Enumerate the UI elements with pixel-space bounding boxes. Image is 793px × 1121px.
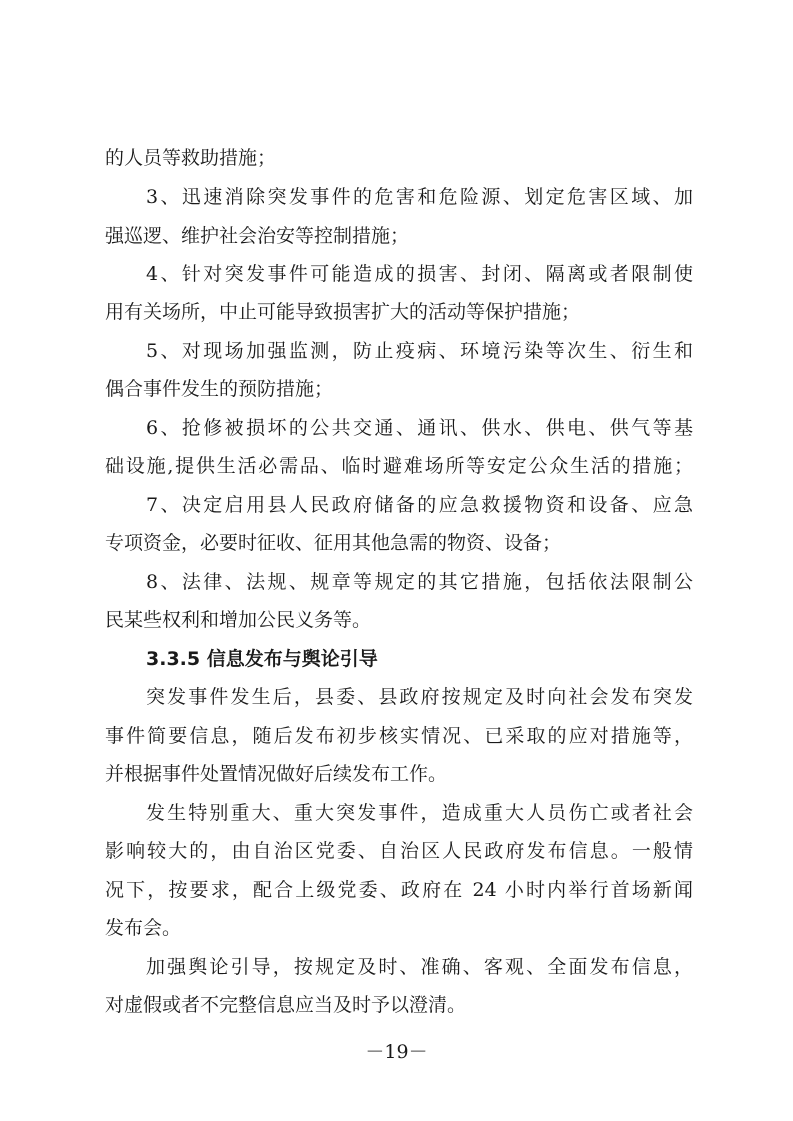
paragraph-line: 强巡逻、维护社会治安等控制措施； bbox=[105, 225, 410, 247]
paragraph-line: 5、对现场加强监测，防止疫病、环境污染等次生、衍生和 bbox=[146, 340, 693, 362]
paragraph-line: 7、决定启用县人民政府储备的应急救援物资和设备、应急 bbox=[146, 494, 693, 516]
paragraph-line: 加强舆论引导，按规定及时、准确、客观、全面发布信息， bbox=[146, 956, 693, 978]
paragraph-line: 影响较大的，由自治区党委、自治区人民政府发布信息。一般情 bbox=[105, 840, 693, 862]
paragraph-line: 8、法律、法规、规章等规定的其它措施，包括依法限制公 bbox=[146, 571, 693, 593]
paragraph-line: 民某些权利和增加公民义务等。 bbox=[105, 609, 372, 631]
paragraph-line: 4、针对突发事件可能造成的损害、封闭、隔离或者限制使 bbox=[146, 263, 693, 285]
page-number: －19－ bbox=[365, 1041, 428, 1063]
paragraph-line: 发布会。 bbox=[105, 917, 182, 939]
paragraph-line: 况下，按要求，配合上级党委、政府在 24 小时内举行首场新闻 bbox=[105, 879, 693, 901]
paragraph-line: 用有关场所，中止可能导致损害扩大的活动等保护措施； bbox=[105, 301, 581, 323]
paragraph-line: 突发事件发生后，县委、县政府按规定及时向社会发布突发 bbox=[146, 686, 693, 708]
paragraph-line: 3、迅速消除突发事件的危害和危险源、划定危害区域、加 bbox=[146, 186, 693, 208]
section-heading: 3.3.5 信息发布与舆论引导 bbox=[146, 648, 378, 670]
paragraph-line: 并根据事件处置情况做好后续发布工作。 bbox=[105, 763, 448, 785]
paragraph-line: 专项资金，必要时征收、征用其他急需的物资、设备； bbox=[105, 532, 562, 554]
paragraph-line: 的人员等救助措施； bbox=[105, 147, 277, 169]
paragraph-line: 础设施,提供生活必需品、临时避难场所等安定公众生活的措施； bbox=[105, 455, 693, 477]
paragraph-line: 发生特别重大、重大突发事件，造成重大人员伤亡或者社会 bbox=[146, 802, 693, 824]
paragraph-line: 事件简要信息，随后发布初步核实情况、已采取的应对措施等， bbox=[105, 725, 693, 747]
paragraph-line: 偶合事件发生的预防措施； bbox=[105, 378, 334, 400]
paragraph-line: 6、抢修被损坏的公共交通、通讯、供水、供电、供气等基 bbox=[146, 417, 693, 439]
paragraph-line: 对虚假或者不完整信息应当及时予以澄清。 bbox=[105, 994, 467, 1016]
